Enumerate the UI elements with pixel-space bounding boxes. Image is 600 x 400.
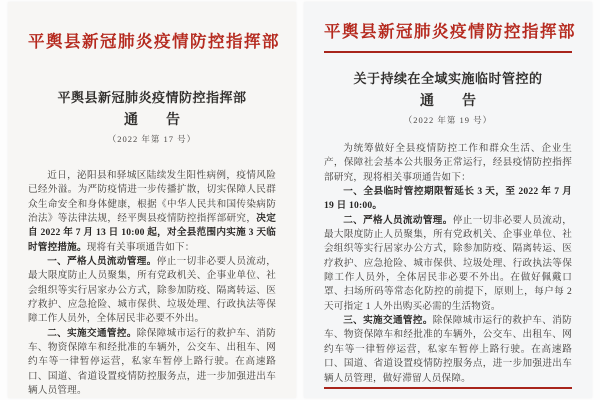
paragraph-intro <box>324 142 572 185</box>
document-page-notice-17 <box>8 2 296 398</box>
paragraph-text: 近日，泌阳县和驿城区陆续发生阳性病例，疫情风险已经外溢。为严防疫情进一步传播扩散，切实保障人民群众生命安全和身体健康，根据《中华人民共和国传染病防治法》等法律法规，经平舆县疫情防控指挥部研究， <box>28 170 276 225</box>
paragraph-text: 除保障城市运行的救护车、消防车、物资保障车和经批准的车辆外，公交车、出租车、网约车等一律暂停运营，私家车暂停上路行驶。在高速路口、国道、省道设置疫情防控服务点，进一步加强进出车辆人员管理。 <box>28 327 276 397</box>
doc-number: （2022 年第 17 号） <box>107 134 197 144</box>
paragraph-text: 停止一切非必要人员流动，最大限度防止人员聚集，所有党政机关、企事业单位、社会组织等实行居家办公方式，除参加防疫、隔离转运、医疗救护、应急抢险、城市保供、垃圾处理、行政执法等保障工作人员外，全体居民非必要不外出。在做好佩戴口罩、扫场所码等常态化防控的前提下，原则上，每户每 2 天可指定 1 人外出购买必需的生活物资。 <box>324 214 573 312</box>
paragraph-text: 为统筹做好全县疫情防控工作和群众生活、企业生产，保障社会基本公共服务正常运行，经县疫情防控指挥部研究，现将相关事项通告如下： <box>324 143 572 183</box>
paragraph-item-1 <box>324 185 572 214</box>
paragraph-text: 除保障城市运行的救护车、消防车、物资保障车和经批准的车辆外，公交车、出租车、网约车等一律暂停运营，私家车暂停上路行驶。在高速路口、国道、省道设置疫情防控服务点，进一步加强进出车辆人员管理，做好滞留人员保障。 <box>324 315 572 384</box>
section-lead: 三、实施交通管控。 <box>343 315 433 327</box>
doc-title-notice: 通 告 <box>420 94 476 109</box>
letterhead-rule <box>324 51 572 53</box>
doc-title-issuer: 平舆县新冠肺炎疫情防控指挥部 <box>57 90 247 105</box>
paragraph-item-3 <box>324 314 572 386</box>
paragraph-bold-text: 决定自 2022 年 7 月 13 日 10:00 起，对全县范围内实施 3 天临时管控措施。 <box>28 213 276 253</box>
footer-rule <box>324 387 572 389</box>
letterhead: 平舆县新冠肺炎疫情防控指挥部 <box>28 32 280 51</box>
doc-title-subject: 关于持续在全域实施临时管控的 <box>353 71 543 86</box>
section-lead: 二、实施交通管控。 <box>47 327 137 339</box>
paragraph-text: 现将有关事项通告如下： <box>86 241 195 253</box>
doc-body <box>324 142 572 386</box>
paragraph-item-2 <box>28 327 276 398</box>
doc-number: （2022 年第 19 号） <box>403 115 493 125</box>
paragraph-item-1 <box>28 255 276 327</box>
paragraph-item-2 <box>324 214 572 314</box>
section-lead: 一、全县临时管控期限暂延长 3 天，至 2022 年 7 月 19 日 10:00。 <box>324 186 572 212</box>
letterhead: 平舆县新冠肺炎疫情防控指挥部 <box>324 22 576 41</box>
document-page-notice-19 <box>304 2 592 398</box>
doc-title-notice: 通 告 <box>124 113 180 128</box>
doc-body <box>28 169 276 398</box>
paragraph-text: 停止一切非必要人员流动，最大限度防止人员聚集，所有党政机关、企事业单位、社会组织等实行居家办公方式，除参加防疫、隔离转运、医疗救护、应急抢险、城市保供、垃圾处理、行政执法等保障工作人员外，全体居民非必要不外出。 <box>28 256 277 325</box>
section-lead: 二、严格人员流动管理。 <box>343 214 453 226</box>
section-lead: 一、严格人员流动管理。 <box>47 256 157 268</box>
paragraph-intro <box>28 169 276 255</box>
